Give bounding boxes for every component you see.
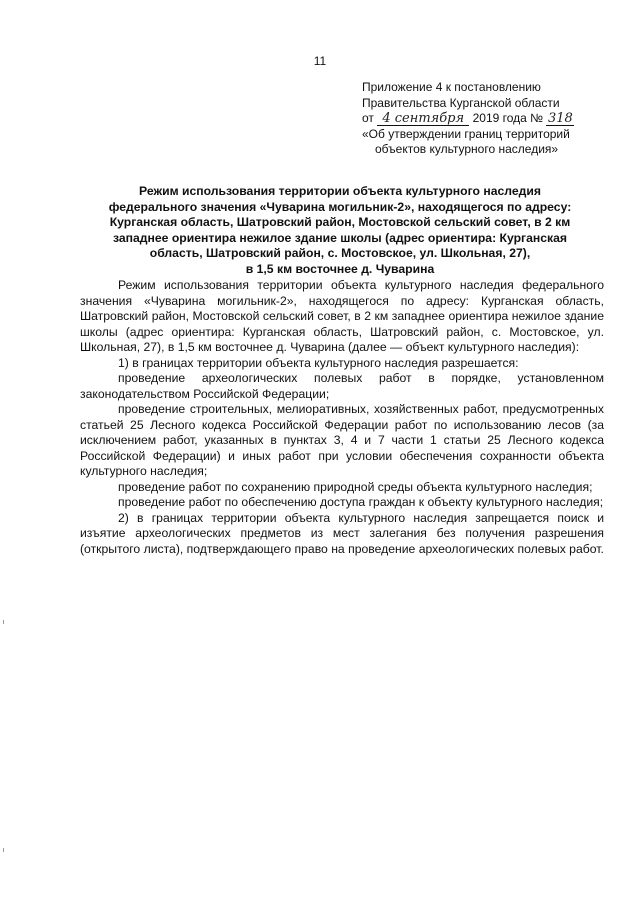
document-body (80, 278, 604, 557)
appendix-line-2: Правительства Курганской области (362, 95, 560, 110)
title-line-6: в 1,5 км восточнее д. Чуварина (245, 261, 435, 276)
title-line-2: федерального значения «Чуварина могильник-2», находящегося по адресу: (108, 199, 572, 214)
paragraph-intro: Режим использования территории объекта культурного наследия федерального значения «Чуварина могильник-2», находящегося по адресу: Курганская область, Шатровский район, Мостовской сельский совет, в 2 км западнее ориентира нежилое здание школы (адрес ориентира: Курганская область, Шатровский район, с. Мостовское, ул. Школьная, 27), в 1,5 км восточнее д. Чуварина (далее — объект культурного наследия): (80, 278, 604, 354)
scan-mark (3, 620, 4, 624)
appendix-date-line (362, 111, 612, 127)
paragraph-permitted-access: проведение работ по обеспечению доступа граждан к объекту культурного наследия; (118, 495, 604, 509)
paragraph-prohibited: 2) в границах территории объекта культурного наследия запрещается поиск и изъятие археологических предметов из мест залегания без получения разрешения (открытого листа), подтверждающего право на проведение археологических полевых работ. (80, 510, 604, 556)
handwritten-number: 318 (547, 111, 573, 126)
title-line-3: Курганская область, Шатровский район, Мостовской сельский совет, в 2 км (109, 215, 571, 230)
paragraph-permitted-construction: проведение строительных, мелиоративных, хозяйственных работ, предусмотренных статьей 25 Лесного кодекса Российской Федерации работ по использованию лесов (за исключением работ, указанных в пунктах 3, 4 и 7 части 1 статьи 25 Лесного кодекса Российской Федерации) и иных работ при условии обеспечения сохранности объекта культурного наследия; (80, 402, 604, 478)
appendix-line-4: «Об утверждении границ территорий (362, 126, 570, 141)
appendix-line-5: объектов культурного наследия» (375, 142, 559, 156)
handwritten-date: 4 сентября (377, 112, 469, 126)
paragraph-permitted-archaeology: проведение археологических полевых работ в порядке, установленном законодательством Российской Федерации; (80, 371, 604, 401)
paragraph-permitted-environment: проведение работ по сохранению природной среды объекта культурного наследия; (118, 479, 593, 494)
appendix-line-1: Приложение 4 к постановлению (362, 80, 541, 94)
title-line-5: область, Шатровский район, с. Мостовское, ул. Школьная, 27), (149, 246, 531, 261)
document-title (80, 184, 600, 278)
scan-mark (3, 848, 4, 852)
appendix-block (362, 80, 612, 158)
date-prefix: от (362, 111, 374, 125)
paragraph-permitted-heading: 1) в границах территории объекта культурного наследия разрешается: (118, 355, 519, 370)
title-line-4: западнее ориентира нежилое здание школы (адрес ориентира: Курганская (112, 230, 568, 245)
title-line-1: Режим использования территории объекта культурного наследия (139, 184, 541, 198)
page-number: 11 (313, 54, 327, 68)
year-text: 2019 года № (472, 111, 544, 125)
